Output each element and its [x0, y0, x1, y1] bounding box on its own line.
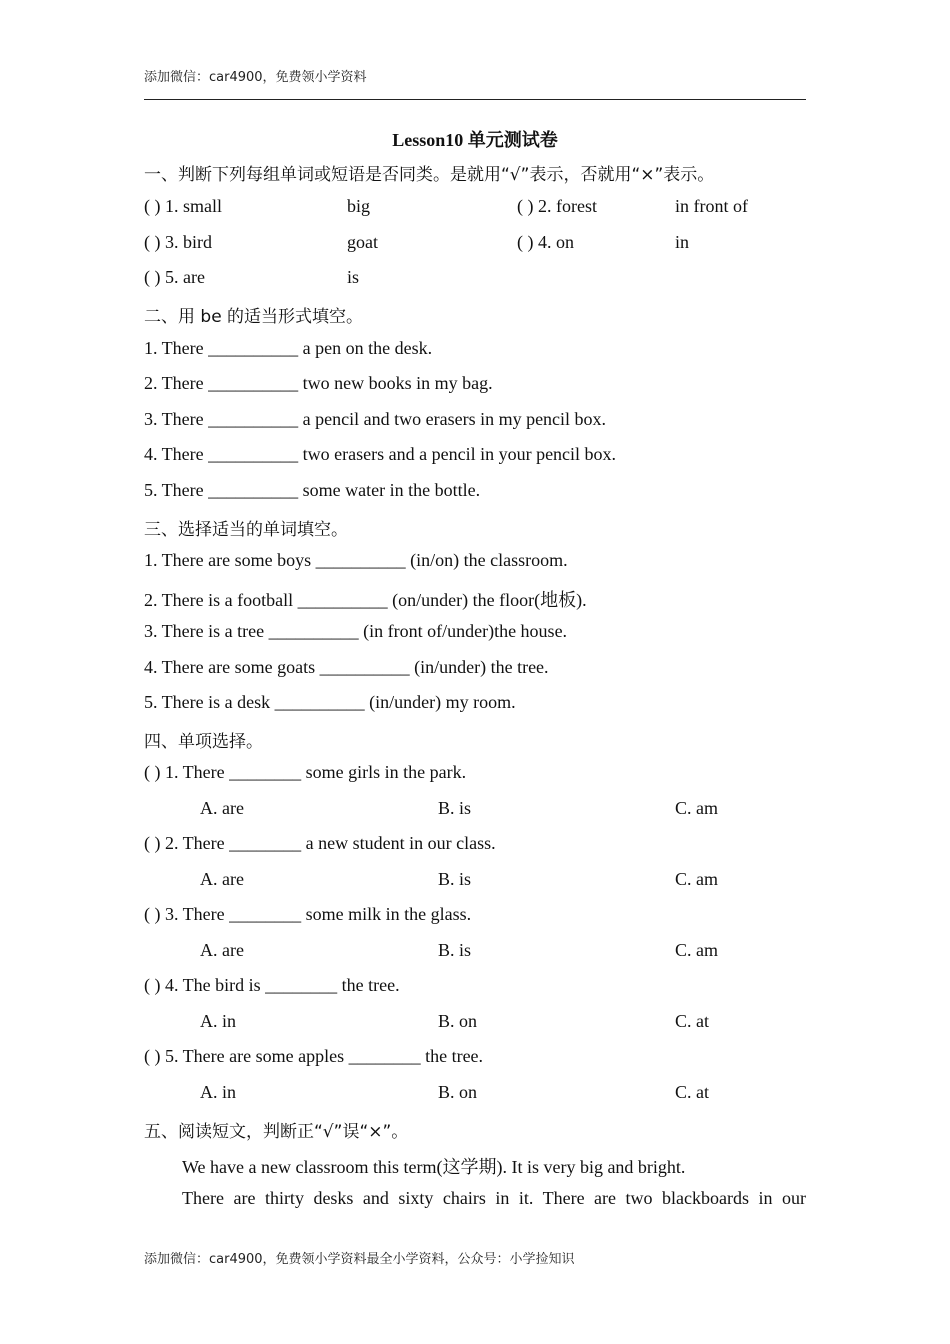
s1-row2-col3: ( ) 4. on [517, 232, 574, 252]
section1-heading: 一、判断下列每组单词或短语是否同类。是就用“√”表示，否就用“×”表示。 [144, 165, 715, 185]
s4-q5-option-a: A. in [200, 1082, 236, 1102]
s1-row2-col4: in [675, 232, 690, 252]
s1-row1-col2: big [347, 196, 371, 216]
s1-row1-col4: in front of [675, 196, 748, 216]
s4-question-2: ( ) 2. There ________ a new student in our class. [144, 833, 496, 853]
s3-item-1: 1. There are some boys __________ (in/on) the classroom. [144, 550, 568, 570]
s1-row3-col1: ( ) 5. are [144, 267, 205, 287]
s3-item-4: 4. There are some goats __________ (in/under) the tree. [144, 657, 549, 677]
s4-q1-option-a: A. are [200, 798, 244, 818]
section3-heading: 三、选择适当的单词填空。 [144, 520, 348, 540]
s4-q3-option-b: B. is [438, 940, 472, 960]
s3-item-5: 5. There is a desk __________ (in/under) my room. [144, 692, 516, 712]
s2-item-4: 4. There __________ two erasers and a pencil in your pencil box. [144, 444, 617, 464]
s5-passage-line-1: We have a new classroom this term(这学期). It is very big and bright. [182, 1157, 686, 1177]
s3-item-3: 3. There is a tree __________ (in front of/under)the house. [144, 621, 568, 641]
section5-heading: 五、阅读短文，判断正“√”误“×”。 [144, 1122, 409, 1142]
section4-heading: 四、单项选择。 [144, 732, 263, 752]
header-rule [144, 99, 806, 100]
s2-item-1: 1. There __________ a pen on the desk. [144, 338, 433, 358]
s4-question-3: ( ) 3. There ________ some milk in the glass. [144, 904, 472, 924]
s4-q5-option-b: B. on [438, 1082, 478, 1102]
s4-question-1: ( ) 1. There ________ some girls in the park. [144, 762, 467, 782]
page-header: 添加微信：car4900，免费领小学资料 [144, 70, 367, 85]
s4-q4-option-c: C. at [675, 1011, 709, 1031]
s4-q5-option-c: C. at [675, 1082, 709, 1102]
s4-q1-option-b: B. is [438, 798, 472, 818]
page-title: Lesson10 单元测试卷 [392, 130, 558, 150]
s1-row3-col2: is [347, 267, 360, 287]
s4-q4-option-b: B. on [438, 1011, 478, 1031]
s4-q4-option-a: A. in [200, 1011, 236, 1031]
s4-q1-option-c: C. am [675, 798, 718, 818]
s3-item-2: 2. There is a football __________ (on/under) the floor(地板). [144, 590, 587, 610]
s2-item-5: 5. There __________ some water in the bottle. [144, 480, 481, 500]
s2-item-2: 2. There __________ two new books in my bag. [144, 373, 493, 393]
s4-q2-option-b: B. is [438, 869, 472, 889]
section2-heading: 二、用 be 的适当形式填空。 [144, 307, 364, 327]
s1-row2-col1: ( ) 3. bird [144, 232, 212, 252]
s4-q2-option-c: C. am [675, 869, 718, 889]
s5-passage-line-2: There are thirty desks and sixty chairs in it. There are two blackboards in our [182, 1188, 806, 1208]
s4-question-5: ( ) 5. There are some apples ________ the tree. [144, 1046, 484, 1066]
s4-q3-option-a: A. are [200, 940, 244, 960]
s4-question-4: ( ) 4. The bird is ________ the tree. [144, 975, 400, 995]
s4-q3-option-c: C. am [675, 940, 718, 960]
s2-item-3: 3. There __________ a pencil and two erasers in my pencil box. [144, 409, 607, 429]
s1-row1-col3: ( ) 2. forest [517, 196, 597, 216]
s1-row1-col1: ( ) 1. small [144, 196, 222, 216]
page-footer: 添加微信：car4900，免费领小学资料最全小学资料，公众号：小学捡知识 [144, 1252, 575, 1267]
s4-q2-option-a: A. are [200, 869, 244, 889]
s1-row2-col2: goat [347, 232, 378, 252]
